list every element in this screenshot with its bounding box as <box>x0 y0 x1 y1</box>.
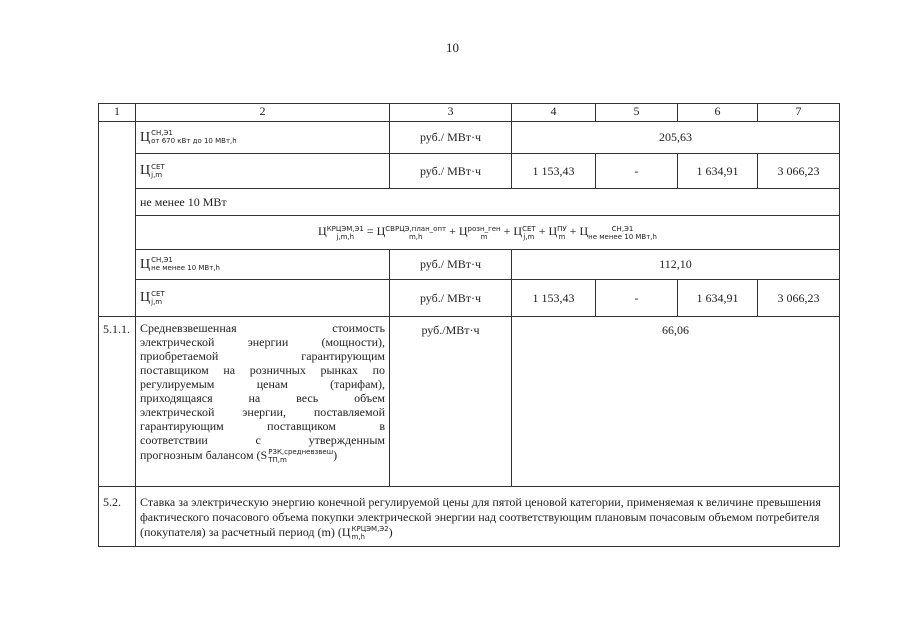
table-row <box>99 122 840 154</box>
header-cell: 7 <box>758 104 840 122</box>
unit-cell: руб./МВт·ч <box>390 317 512 487</box>
value-cell: 66,06 <box>512 317 840 487</box>
table-row <box>99 487 840 547</box>
description-line: приобретаемой гарантирующим <box>140 349 385 363</box>
unit-cell: руб./ МВт·ч <box>390 280 512 317</box>
formula-cell <box>136 216 840 250</box>
description-line: приходящаяся на весь объем <box>140 391 385 405</box>
value-cell: 3 066,23 <box>758 280 840 317</box>
symbol-cell <box>136 122 390 154</box>
row-number-cell <box>99 122 136 317</box>
value-cell: 205,63 <box>512 122 840 154</box>
table-row <box>99 189 840 216</box>
table-row <box>99 317 840 487</box>
unit-cell: руб./ МВт·ч <box>390 154 512 189</box>
symbol-cell <box>136 154 390 189</box>
tariff-symbol: Ц СЕТ j,m <box>140 289 165 306</box>
value-cell: 1 153,43 <box>512 280 596 317</box>
item-number: 5.1.1. <box>99 317 136 487</box>
header-cell: 4 <box>512 104 596 122</box>
value-cell: 112,10 <box>512 250 840 280</box>
description-line: гарантирующим поставщиком в <box>140 419 385 433</box>
header-cell: 1 <box>99 104 136 122</box>
page-number: 10 <box>446 40 459 55</box>
header-cell: 6 <box>678 104 758 122</box>
symbol-cell <box>136 250 390 280</box>
description-line: поставщиком на розничных рынках по <box>140 363 385 377</box>
value-cell: 1 634,91 <box>678 154 758 189</box>
description-line: прогнозным балансом (S РЗК,средневзвеш ТП,m ) <box>140 448 338 465</box>
formula: Ц КРЦЭМ,Э1 j,m,h = Ц СВРЦЭ,план_опт m,h + Ц розн_ген m + Ц СЕТ j,m + Ц ПУ m + Ц СН,Э1 не менее 10 МВт,h <box>318 224 657 241</box>
header-cell: 2 <box>136 104 390 122</box>
item-number: 5.2. <box>99 487 136 547</box>
description-line: соответствии с утвержденным <box>140 433 385 447</box>
table-row <box>99 250 840 280</box>
unit-cell: руб./ МВт·ч <box>390 250 512 280</box>
tariff-table <box>98 103 840 547</box>
value-cell: 3 066,23 <box>758 154 840 189</box>
value-cell: 1 153,43 <box>512 154 596 189</box>
description-text: Ставка за электрическую энергию конечной регулируемой цены для пятой ценовой категории, применяемая к величине превышения фактического почасового объема покупки электрической энергии над соответствующим плановым почасовым объемом потребителя (покупателя) за расчетный период (m) (Ц КРЦЭМ,Э2 m,h ) <box>140 495 821 542</box>
description-line: Средневзвешенная стоимость <box>140 321 385 335</box>
value-cell: 1 634,91 <box>678 280 758 317</box>
section-heading: не менее 10 МВт <box>136 189 840 216</box>
tariff-symbol: Ц СН,Э1 не менее 10 МВт,h <box>140 256 220 273</box>
description-line: электрической энергии, поставляемой <box>140 405 385 419</box>
header-cell: 5 <box>596 104 678 122</box>
tariff-symbol: Ц СЕТ j,m <box>140 162 165 179</box>
description-cell <box>136 487 840 547</box>
description-line: регулируемым ценам (тарифам), <box>140 377 385 391</box>
header-cell: 3 <box>390 104 512 122</box>
description-line: электрической энергии (мощности), <box>140 335 385 349</box>
table-header-row <box>99 104 840 122</box>
value-cell: - <box>596 280 678 317</box>
unit-cell: руб./ МВт·ч <box>390 122 512 154</box>
tariff-symbol: Ц СН,Э1 от 670 кВт до 10 МВт,h <box>140 129 237 146</box>
table-row <box>99 280 840 317</box>
value-cell: - <box>596 154 678 189</box>
description-cell <box>136 317 390 487</box>
table-row <box>99 216 840 250</box>
table-row <box>99 154 840 189</box>
symbol-cell <box>136 280 390 317</box>
